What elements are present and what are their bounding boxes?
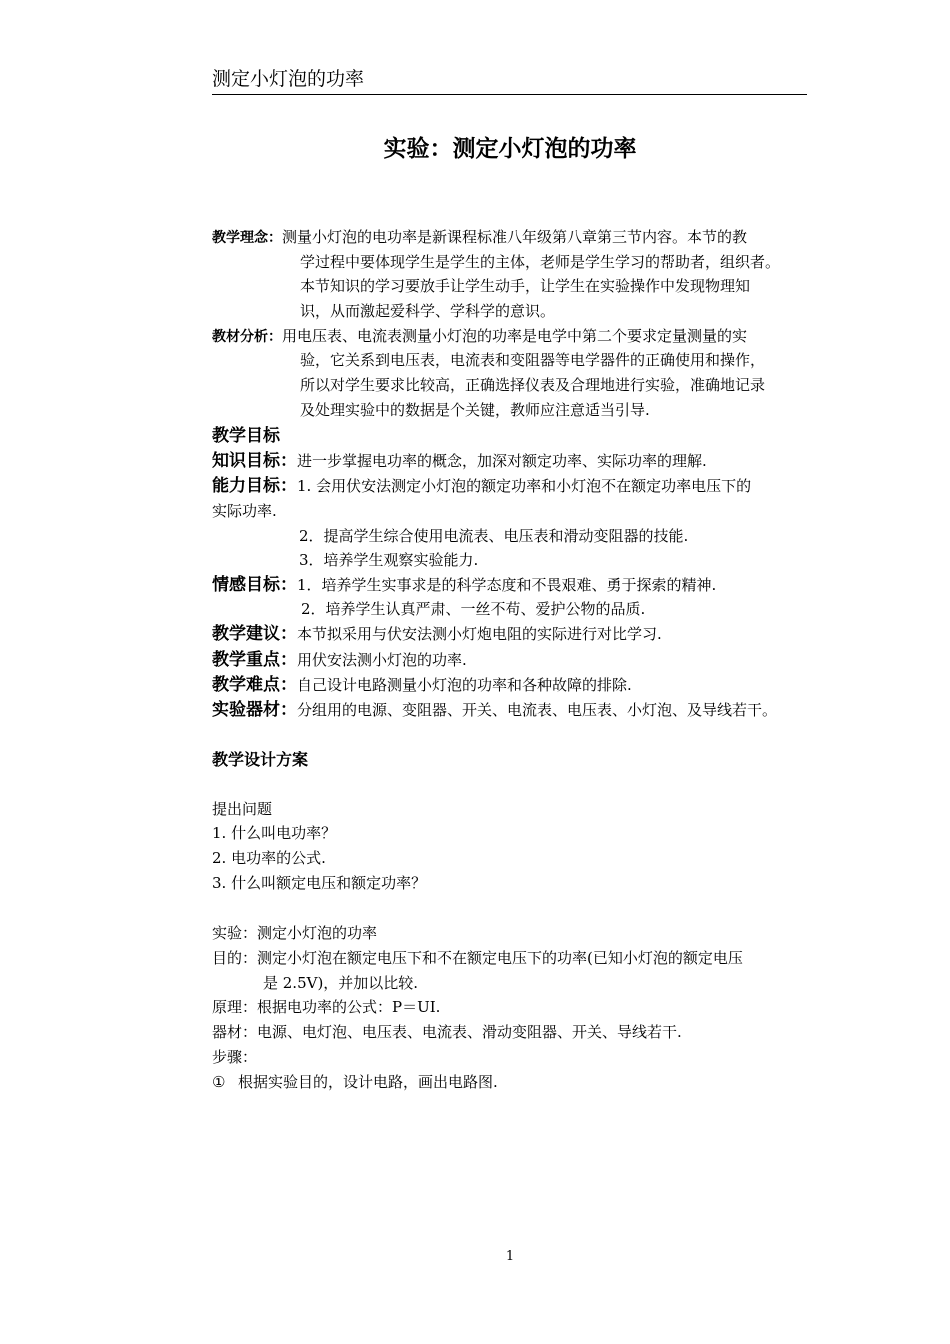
question-item: 2. 电功率的公式. — [212, 849, 326, 867]
ability-goal-line-1: 能力目标：1. 会用伏安法测定小灯泡的额定功率和小灯泡不在额定功率电压下的 — [212, 476, 752, 496]
ability-goal-line-2: 2．提高学生综合使用电流表、电压表和滑动变阻器的技能. — [299, 527, 689, 545]
goals-heading: 教学目标 — [212, 426, 280, 446]
analysis-line-3: 所以对学生要求比较高，正确选择仪表及合理地进行实验，准确地记录 — [300, 376, 766, 394]
experiment-principle: 原理：根据电功率的公式：P＝UI. — [212, 998, 441, 1016]
difficulty-label: 教学难点： — [212, 675, 297, 695]
analysis-line-1: 教材分析：用电压表、电流表测量小灯泡的功率是电学中第二个要求定量测量的实 — [212, 327, 748, 345]
philosophy-label: 教学理念： — [212, 230, 282, 246]
key-point-label: 教学重点： — [212, 650, 297, 670]
experiment-equipment: 实验器材：分组用的电源、变阻器、开关、电流表、电压表、小灯泡、及导线若干。 — [212, 700, 778, 720]
ability-label: 能力目标： — [212, 476, 297, 496]
experiment-steps-label: 步骤： — [212, 1048, 258, 1066]
emotion-goal-line-2: 2．培养学生认真严肃、一丝不苟、爱护公物的品质. — [301, 600, 646, 618]
emotion-label: 情感目标： — [212, 575, 297, 595]
teaching-suggestion: 教学建议：本节拟采用与伏安法测小灯炮电阻的实际进行对比学习. — [212, 624, 662, 644]
teaching-difficulty: 教学难点：自己设计电路测量小灯泡的功率和各种故障的排除. — [212, 675, 632, 695]
analysis-line-4: 及处理实验中的数据是个关键，教师应注意适当引导. — [300, 401, 650, 419]
step-1-number: ① — [212, 1073, 226, 1091]
knowledge-label: 知识目标： — [212, 451, 297, 471]
philosophy-line-3: 本节知识的学习要放手让学生动手，让学生在实验操作中发现物理知 — [300, 277, 751, 295]
step-1-text: 根据实验目的，设计电路，画出电路图. — [238, 1073, 498, 1091]
experiment-materials: 器材：电源、电灯泡、电压表、电流表、滑动变阻器、开关、导线若干. — [212, 1023, 682, 1041]
question-item: 1. 什么叫电功率？ — [212, 824, 337, 842]
page-number: 1 — [505, 1249, 515, 1264]
analysis-line-2: 验，它关系到电压表，电流表和变阻器等电学器件的正确使用和操作， — [300, 351, 766, 369]
running-header: 测定小灯泡的功率 — [212, 66, 807, 95]
ability-goal-line-3: 3．培养学生观察实验能力. — [299, 551, 479, 569]
teaching-key-point: 教学重点：用伏安法测小灯泡的功率. — [212, 650, 467, 670]
philosophy-line-4: 识，从而激起爱科学、学科学的意识。 — [300, 302, 556, 320]
analysis-label: 教材分析： — [212, 329, 282, 345]
experiment-name: 实验：测定小灯泡的功率 — [212, 924, 378, 942]
philosophy-line-1: 教学理念：测量小灯泡的电功率是新课程标准八年级第八章第三节内容。本节的教 — [212, 228, 748, 246]
suggestion-label: 教学建议： — [212, 624, 297, 644]
equipment-label: 实验器材： — [212, 700, 297, 720]
questions-heading: 提出问题 — [212, 800, 273, 818]
question-item: 3. 什么叫额定电压和额定功率？ — [212, 874, 427, 892]
experiment-purpose-line-2: 是 2.5V)，并加以比较. — [263, 974, 419, 992]
design-heading: 教学设计方案 — [212, 750, 309, 769]
philosophy-line-2: 学过程中要体现学生是学生的主体，老师是学生学习的帮助者，组织者。 — [300, 253, 781, 271]
experiment-purpose-line-1: 目的：测定小灯泡在额定电压下和不在额定电压下的功率(已知小灯泡的额定电压 — [212, 949, 743, 967]
page-title: 实验：测定小灯泡的功率 — [383, 136, 637, 162]
emotion-goal-line-1: 情感目标：1．培养学生实事求是的科学态度和不畏艰难、勇于探索的精神. — [212, 575, 717, 595]
knowledge-goal: 知识目标：进一步掌握电功率的概念，加深对额定功率、实际功率的理解. — [212, 451, 707, 471]
ability-goal-line-1b: 实际功率. — [212, 502, 277, 520]
